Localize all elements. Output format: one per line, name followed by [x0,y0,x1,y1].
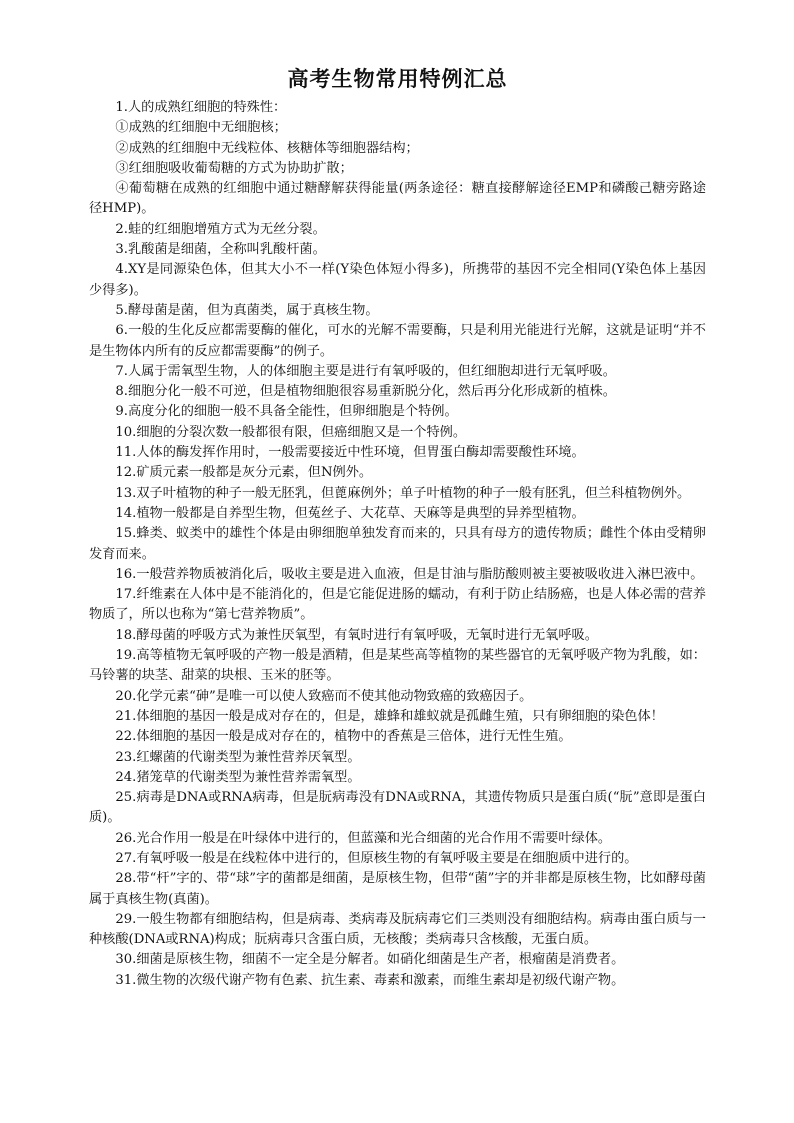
list-item: 3.乳酸菌是细菌，全称叫乳酸杆菌。 [115,242,326,258]
list-item: 8.细胞分化一般不可逆，但是植物细胞很容易重新脱分化，然后再分化形成新的植株。 [115,384,616,400]
list-item: 30.细菌是原核生物，细菌不一定全是分解者。如硝化细菌是生产者，根瘤菌是消费者。 [115,952,625,968]
list-item: ③红细胞吸收葡萄糖的方式为协助扩散； [115,160,353,176]
list-item: 14.植物一般都是自养型生物，但菟丝子、大花草、天麻等是典型的异养型植物。 [115,505,585,521]
list-item: 27.有氧呼吸一般是在线粒体中进行的，但原核生物的有氧呼吸主要是在细胞质中进行的。 [115,850,638,866]
list-item: 4.XY是同源染色体，但其大小不一样(Y染色体短小得多)，所携带的基因不完全相同(Y染色体上基因少得多)。 [89,262,706,298]
list-item: 9.高度分化的细胞一般不具备全能性，但卵细胞是个特例。 [115,404,458,420]
list-item: 26.光合作用一般是在叶绿体中进行的，但蓝藻和光合细菌的光合作用不需要叶绿体。 [115,830,612,846]
item-list [89,98,706,991]
list-item: 13.双子叶植物的种子一般无胚乳，但蓖麻例外；单子叶植物的种子一般有胚乳，但兰科植物例外。 [115,485,691,501]
list-item: 2.蛙的红细胞增殖方式为无丝分裂。 [115,221,326,237]
document-title: 高考生物常用特例汇总 [287,67,508,91]
list-item: 7.人属于需氧型生物，人的体细胞主要是进行有氧呼吸的，但红细胞却进行无氧呼吸。 [115,363,616,379]
list-item: 15.蜂类、蚁类中的雄性个体是由卵细胞单独发育而来的，只具有母方的遗传物质；雌性个体由受精卵发育而来。 [89,526,706,562]
list-item: 24.猪笼草的代谢类型为兼性营养需氧型。 [115,769,361,785]
list-item: 18.酵母菌的呼吸方式为兼性厌氧型，有氧时进行有氧呼吸，无氧时进行无氧呼吸。 [115,627,598,643]
list-item: 29.一般生物都有细胞结构，但是病毒、类病毒及朊病毒它们三类则没有细胞结构。病毒由蛋白质与一种核酸(DNA或RNA)构成；朊病毒只含蛋白质，无核酸；类病毒只含核酸，无蛋白质。 [89,911,706,948]
list-item: 31.微生物的次级代谢产物有色素、抗生素、毒素和激素，而维生素却是初级代谢产物。 [115,972,625,988]
list-item: 5.酵母菌是菌，但为真菌类，属于真核生物。 [115,302,379,318]
list-item: 10.细胞的分裂次数一般都很有限，但癌细胞又是一个特例。 [115,424,467,440]
list-item: 21.体细胞的基因一般是成对存在的，但是，雄蜂和雄蚁就是孤雌生殖，只有卵细胞的染色体！ [115,708,664,724]
list-item: 11.人体的酶发挥作用时，一般需要接近中性环境，但胃蛋白酶却需要酸性环境。 [115,445,585,461]
list-item: 1.人的成熟红细胞的特殊性： [115,100,287,115]
list-item: ④葡萄糖在成熟的红细胞中通过糖酵解获得能量(两条途径：糖直接酵解途径EMP和磷酸己糖旁路途径HMP)。 [89,181,706,217]
list-item: 19.高等植物无氧呼吸的产物一般是酒精，但是某些高等植物的某些器官的无氧呼吸产物为乳酸，如：马铃薯的块茎、甜菜的块根、玉米的胚等。 [89,648,706,684]
list-item: 25.病毒是DNA或RNA病毒，但是朊病毒没有DNA或RNA，其遗传物质只是蛋白质(“朊”意即是蛋白质)。 [89,790,706,826]
list-item: 16.一般营养物质被消化后，吸收主要是进入血液，但是甘油与脂肪酸则被主要被吸收进入淋巴液中。 [115,566,704,582]
list-item: 17.纤维素在人体中是不能消化的，但是它能促进肠的蠕动，有利于防止结肠癌，也是人体必需的营养物质了，所以也称为“第七营养物质”。 [89,587,706,623]
list-item: 23.红螺菌的代谢类型为兼性营养厌氧型。 [115,749,361,765]
list-item: ②成熟的红细胞中无线粒体、核糖体等细胞器结构； [115,140,419,156]
list-item: 12.矿质元素一般都是灰分元素，但N例外。 [115,465,373,481]
list-item: 20.化学元素“砷”是唯一可以使人致癌而不使其他动物致癌的致癌因子。 [115,688,533,704]
list-item: ①成熟的红细胞中无细胞核； [115,120,287,136]
list-item: 22.体细胞的基因一般是成对存在的，植物中的香蕉是三倍体，进行无性生殖。 [115,729,572,745]
list-item: 28.带“杆”字的、带“球”字的菌都是细菌，是原核生物，但带“菌”字的并非都是原核生物，比如酵母菌属于真核生物(真菌)。 [89,871,706,907]
list-item: 6.一般的生化反应都需要酶的催化，可水的光解不需要酶，只是利用光能进行光解，这就是证明“并不是生物体内所有的反应都需要酶”的例子。 [89,323,706,359]
